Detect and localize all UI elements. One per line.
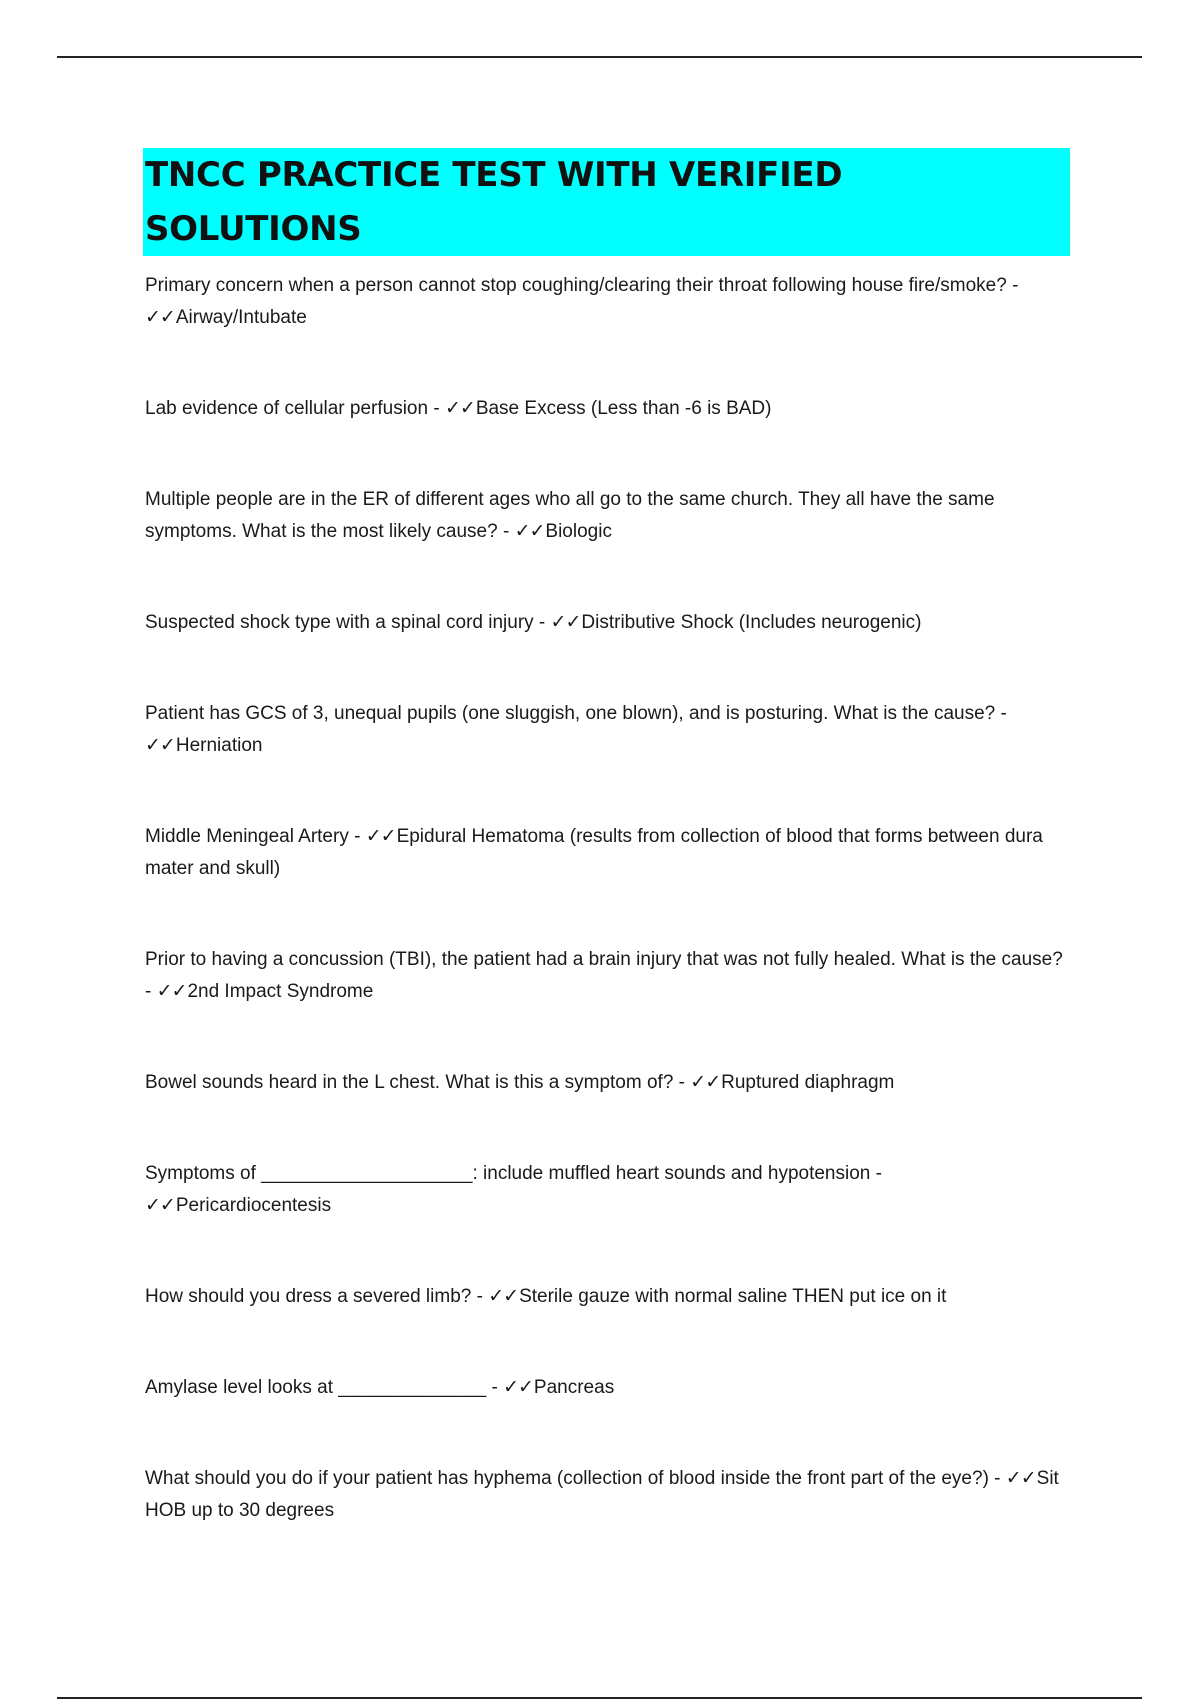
question-text: What should you do if your patient has hyphema (collection of blood inside the front part of the eye?) xyxy=(145,1468,989,1489)
qa-item xyxy=(145,607,1070,639)
answer-text: Epidural Hematoma (results from collection of blood that forms between dura mater and skull) xyxy=(145,826,1043,879)
qa-item xyxy=(145,393,1070,425)
question-text: Prior to having a concussion (TBI), the patient had a brain injury that was not fully healed. What is the cause? xyxy=(145,949,1063,970)
check-icon: ✓✓ xyxy=(550,612,581,633)
answer-text: Distributive Shock (Includes neurogenic) xyxy=(581,612,922,633)
qa-item xyxy=(145,1281,1070,1313)
answer-text: Ruptured diaphragm xyxy=(721,1072,895,1093)
answer-text: Pancreas xyxy=(533,1377,615,1398)
separator: - xyxy=(995,703,1007,724)
qa-item xyxy=(145,270,1070,334)
answer-text: Base Excess (Less than -6 is BAD) xyxy=(475,398,772,419)
check-icon: ✓✓ xyxy=(488,1286,519,1307)
check-icon: ✓✓ xyxy=(503,1377,533,1398)
qa-item xyxy=(145,484,1070,548)
question-text: Lab evidence of cellular perfusion xyxy=(145,398,429,419)
qa-list xyxy=(145,270,1070,1527)
check-icon: ✓✓ xyxy=(444,398,475,419)
separator: - xyxy=(673,1072,691,1093)
separator: - xyxy=(870,1163,882,1184)
check-icon: ✓✓ xyxy=(514,521,545,542)
separator: - xyxy=(486,1377,504,1398)
answer-text: Sit HOB up to 30 degrees xyxy=(145,1468,1059,1521)
question-text: Primary concern when a person cannot stop coughing/clearing their throat following house fire/smoke? xyxy=(145,275,1007,296)
qa-item xyxy=(145,1067,1070,1099)
check-icon: ✓✓ xyxy=(145,1195,175,1216)
separator: - xyxy=(988,1468,1006,1489)
answer-text: Airway/Intubate xyxy=(175,307,307,328)
separator: - xyxy=(348,826,366,847)
qa-item xyxy=(145,1372,1070,1404)
answer-text: Biologic xyxy=(545,521,612,542)
check-icon: ✓✓ xyxy=(690,1072,721,1093)
document-body xyxy=(145,148,1070,1527)
qa-item xyxy=(145,821,1070,885)
qa-item xyxy=(145,1463,1070,1527)
top-rule xyxy=(57,56,1142,58)
check-icon: ✓✓ xyxy=(156,981,187,1002)
qa-item xyxy=(145,944,1070,1008)
answer-text: Sterile gauze with normal saline THEN put ice on it xyxy=(519,1286,947,1307)
bottom-rule xyxy=(57,1697,1142,1699)
separator: - xyxy=(471,1286,489,1307)
check-icon: ✓✓ xyxy=(1005,1468,1036,1489)
question-text: Amylase level looks at ______________ xyxy=(145,1377,487,1398)
check-icon: ✓✓ xyxy=(145,735,175,756)
separator: - xyxy=(428,398,445,419)
check-icon: ✓✓ xyxy=(145,307,175,328)
separator: - xyxy=(533,612,551,633)
separator: - xyxy=(145,981,157,1002)
separator: - xyxy=(1006,275,1019,296)
qa-item xyxy=(145,1158,1070,1222)
question-text: Suspected shock type with a spinal cord injury xyxy=(145,612,534,633)
answer-text: Pericardiocentesis xyxy=(175,1195,332,1216)
answer-text: 2nd Impact Syndrome xyxy=(187,981,374,1002)
qa-item xyxy=(145,698,1070,762)
question-text: Patient has GCS of 3, unequal pupils (one sluggish, one blown), and is posturing. What is the cause? xyxy=(145,703,996,724)
question-text: Bowel sounds heard in the L chest. What is this a symptom of? xyxy=(145,1072,674,1093)
question-text: Multiple people are in the ER of different ages who all go to the same church. They all have the same symptoms. What is the most likely cause? xyxy=(145,489,995,542)
question-text: How should you dress a severed limb? xyxy=(145,1286,472,1307)
question-text: Middle Meningeal Artery xyxy=(145,826,349,847)
document-title: TNCC PRACTICE TEST WITH VERIFIED SOLUTIONS xyxy=(143,148,1070,256)
separator: - xyxy=(497,521,515,542)
check-icon: ✓✓ xyxy=(365,826,396,847)
answer-text: Herniation xyxy=(175,735,263,756)
question-text: Symptoms of ____________________: include muffled heart sounds and hypotension xyxy=(145,1163,871,1184)
